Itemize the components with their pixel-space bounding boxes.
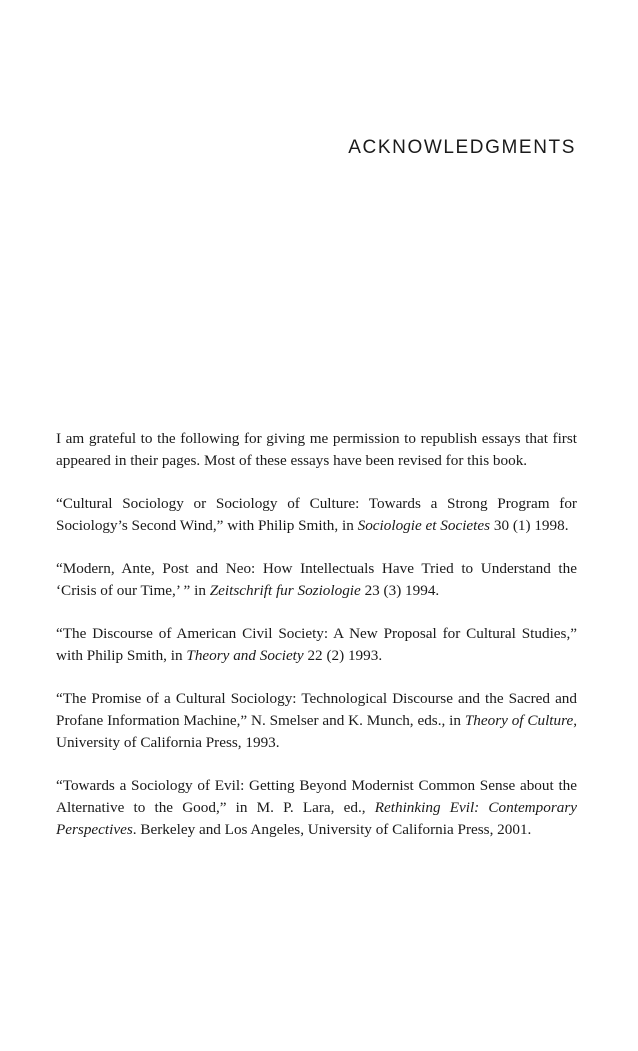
entry-citation: “The Promise of a Cultural Sociology: Technological Discourse and the Sacred and Profane Information Machine,” N. Smelser and K. Munch, eds., in [56, 690, 577, 729]
entry-citation: “Towards a Sociology of Evil: Getting Beyond Modernist Common Sense about the Alternative to the Good,” in M. P. Lara, ed., [56, 777, 577, 816]
entry-publication-details: , University of California Press, 1993. [56, 712, 577, 751]
acknowledgments-body [56, 428, 577, 862]
acknowledgment-entry [56, 688, 577, 754]
page-title: ACKNOWLEDGMENTS [348, 137, 576, 158]
acknowledgment-entry [56, 558, 577, 602]
book-title: Rethinking Evil: Contemporary Perspectives [56, 799, 577, 838]
entry-citation: “Modern, Ante, Post and Neo: How Intellectuals Have Tried to Understand the ‘Crisis of our Time,’ ” in [56, 560, 577, 599]
entry-citation: “The Discourse of American Civil Society: A New Proposal for Cultural Studies,” with Philip Smith, in [56, 625, 577, 664]
entry-publication-details: 23 (3) 1994. [360, 582, 440, 599]
intro-paragraph: I am grateful to the following for giving me permission to republish essays that first appeared in their pages. Most of these essays have been revised for this book. [56, 430, 577, 469]
book-title: Theory of Culture [464, 712, 574, 729]
entry-publication-details: . Berkeley and Los Angeles, University of California Press, 2001. [132, 821, 532, 838]
journal-title: Sociologie et Societes [357, 517, 491, 534]
acknowledgment-entry [56, 775, 577, 841]
acknowledgment-entry [56, 493, 577, 537]
journal-title: Zeitschrift fur Soziologie [209, 582, 361, 599]
journal-title: Theory and Society [186, 647, 304, 664]
entry-publication-details: 30 (1) 1998. [490, 517, 569, 534]
entry-publication-details: 22 (2) 1993. [303, 647, 383, 664]
entry-citation: “Cultural Sociology or Sociology of Culture: Towards a Strong Program for Sociology’s Second Wind,” with Philip Smith, in [56, 495, 577, 534]
acknowledgment-entry [56, 623, 577, 667]
